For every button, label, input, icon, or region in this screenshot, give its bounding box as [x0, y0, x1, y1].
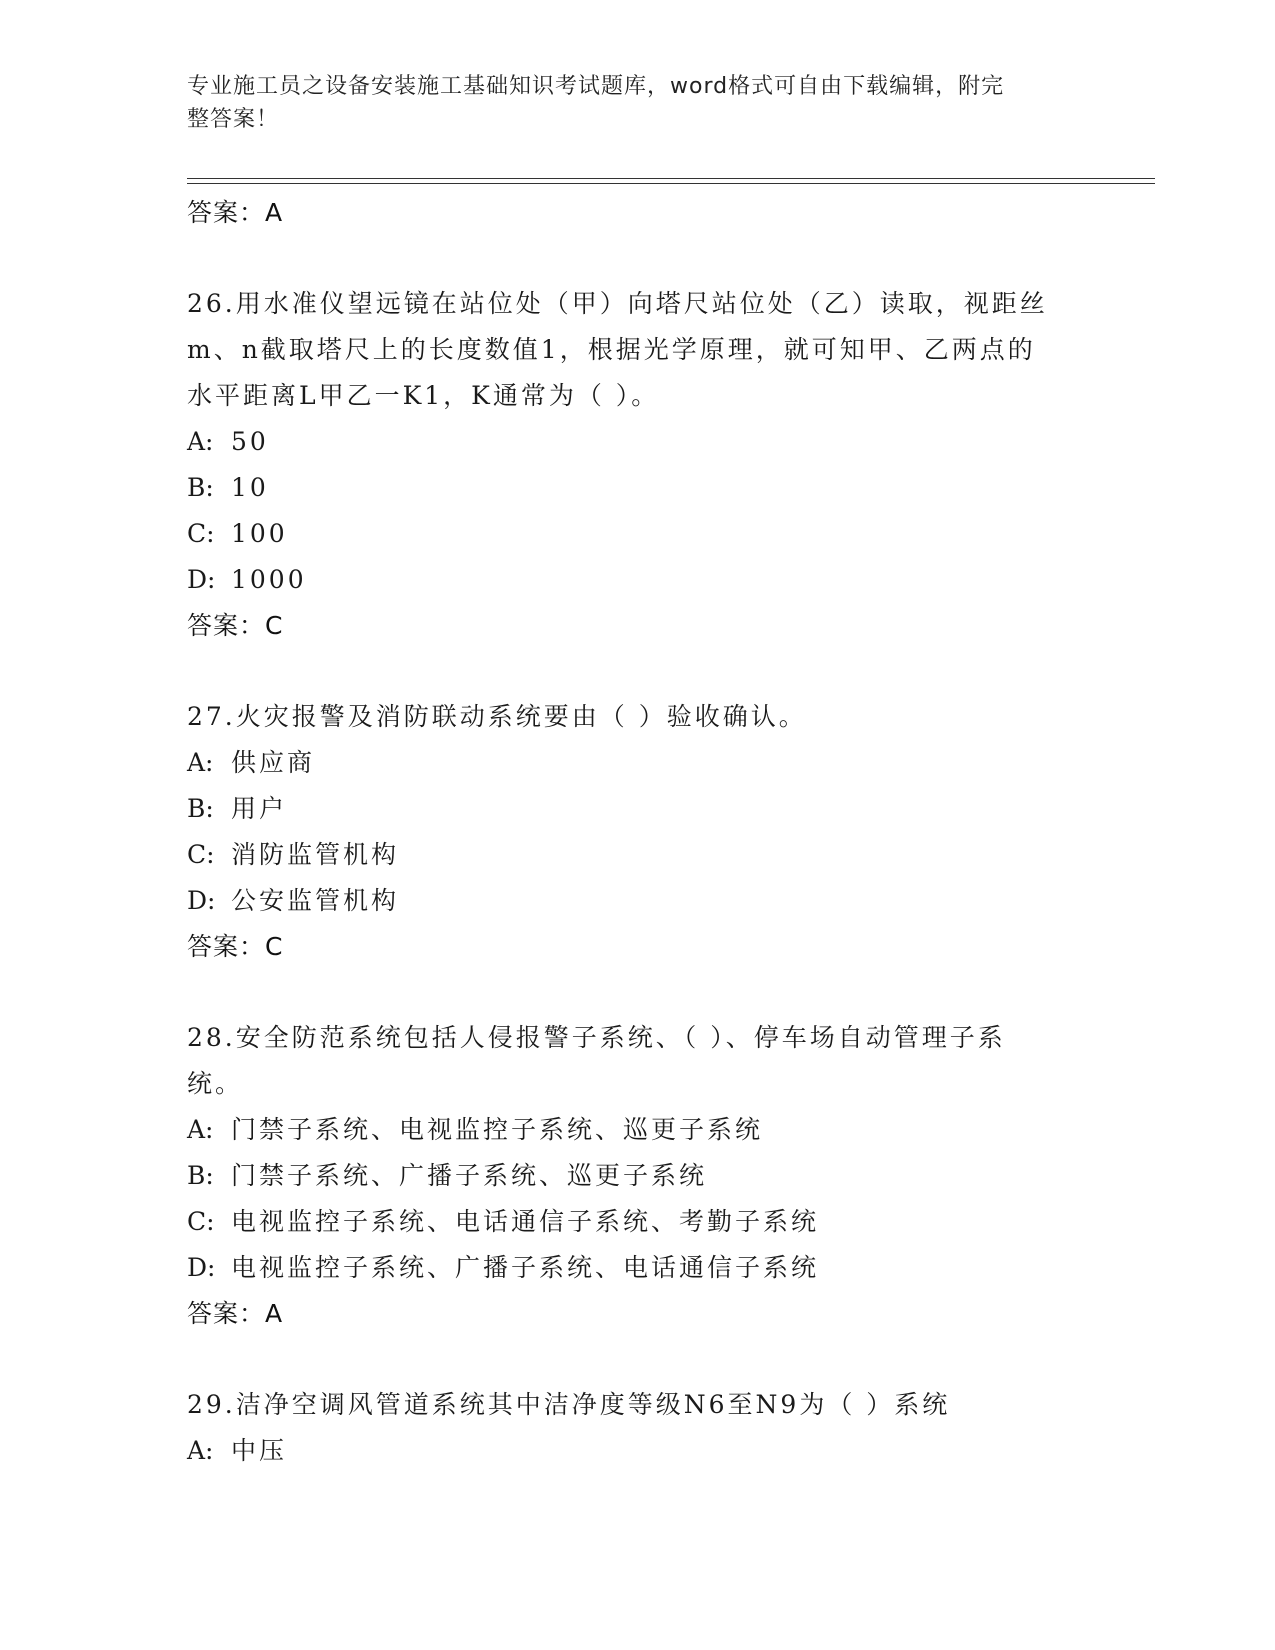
option-b: [187, 786, 1087, 832]
document-header: [187, 70, 1087, 136]
header-line-2: 整答案！: [187, 107, 280, 132]
option-a: [187, 1428, 1087, 1474]
option-a: [187, 1107, 1087, 1153]
answer-label: 答案：C: [187, 611, 284, 640]
option-letter: A:: [187, 748, 214, 777]
option-text: 供应商: [231, 748, 316, 777]
option-letter: B:: [187, 1161, 214, 1190]
question-spacer: [187, 235, 1087, 281]
header-line-1: 专业施工员之设备安装施工基础知识考试题库，word格式可自由下载编辑，附完: [187, 74, 1005, 99]
option-text: 50: [231, 427, 269, 456]
option-text: 中压: [231, 1436, 288, 1465]
option-letter: A:: [187, 1436, 214, 1465]
answer-label: 答案：A: [187, 198, 284, 227]
option-text: 1000: [231, 565, 307, 594]
question-spacer: [187, 648, 1087, 694]
option-b: [187, 1153, 1087, 1199]
option-letter: D:: [187, 886, 216, 915]
option-text: 电视监控子系统、广播子系统、电话通信子系统: [231, 1253, 820, 1282]
option-letter: B:: [187, 794, 214, 823]
option-b: [187, 465, 1087, 511]
question-line: 29.洁净空调风管道系统其中洁净度等级N6至N9为（ ）系统: [187, 1390, 951, 1419]
option-a: [187, 740, 1087, 786]
question-29: [187, 1382, 1087, 1474]
option-letter: A:: [187, 1115, 214, 1144]
question-line: m、n截取塔尺上的长度数值1，根据光学原理，就可知甲、乙两点的: [187, 335, 1036, 364]
option-a: [187, 419, 1087, 465]
option-text: 门禁子系统、广播子系统、巡更子系统: [231, 1161, 708, 1190]
question-line: 统。: [187, 1069, 244, 1098]
question-27: [187, 694, 1087, 969]
question-line: 27.火灾报警及消防联动系统要由（ ）验收确认。: [187, 702, 807, 731]
document-body: [187, 190, 1087, 1474]
answer-label: 答案：C: [187, 932, 284, 961]
option-letter: D:: [187, 565, 216, 594]
header-divider-top: [187, 178, 1155, 179]
question-line: 26.用水准仪望远镜在站位处（甲）向塔尺站位处（乙）读取，视距丝: [187, 289, 1048, 318]
option-letter: C:: [187, 519, 215, 548]
option-letter: C:: [187, 840, 215, 869]
option-letter: D:: [187, 1253, 216, 1282]
question-spacer: [187, 1336, 1087, 1382]
answer-label: 答案：A: [187, 1299, 284, 1328]
option-d: [187, 878, 1087, 924]
option-c: [187, 1199, 1087, 1245]
option-text: 100: [231, 519, 288, 548]
option-d: [187, 1245, 1087, 1291]
option-text: 门禁子系统、电视监控子系统、巡更子系统: [231, 1115, 764, 1144]
option-letter: B:: [187, 473, 214, 502]
question-26: [187, 281, 1087, 648]
option-text: 用户: [231, 794, 288, 823]
option-text: 公安监管机构: [231, 886, 400, 915]
option-c: [187, 832, 1087, 878]
option-letter: A:: [187, 427, 214, 456]
option-text: 电视监控子系统、电话通信子系统、考勤子系统: [231, 1207, 820, 1236]
question-spacer: [187, 969, 1087, 1015]
question-28: [187, 1015, 1087, 1336]
header-divider-bottom: [187, 183, 1155, 184]
question-line: 水平距离L甲乙一K1，K通常为（ ）。: [187, 381, 660, 410]
question-line: 28.安全防范系统包括人侵报警子系统、（ ）、停车场自动管理子系: [187, 1023, 1006, 1052]
option-c: [187, 511, 1087, 557]
option-letter: C:: [187, 1207, 215, 1236]
option-d: [187, 557, 1087, 603]
option-text: 10: [231, 473, 269, 502]
option-text: 消防监管机构: [231, 840, 400, 869]
